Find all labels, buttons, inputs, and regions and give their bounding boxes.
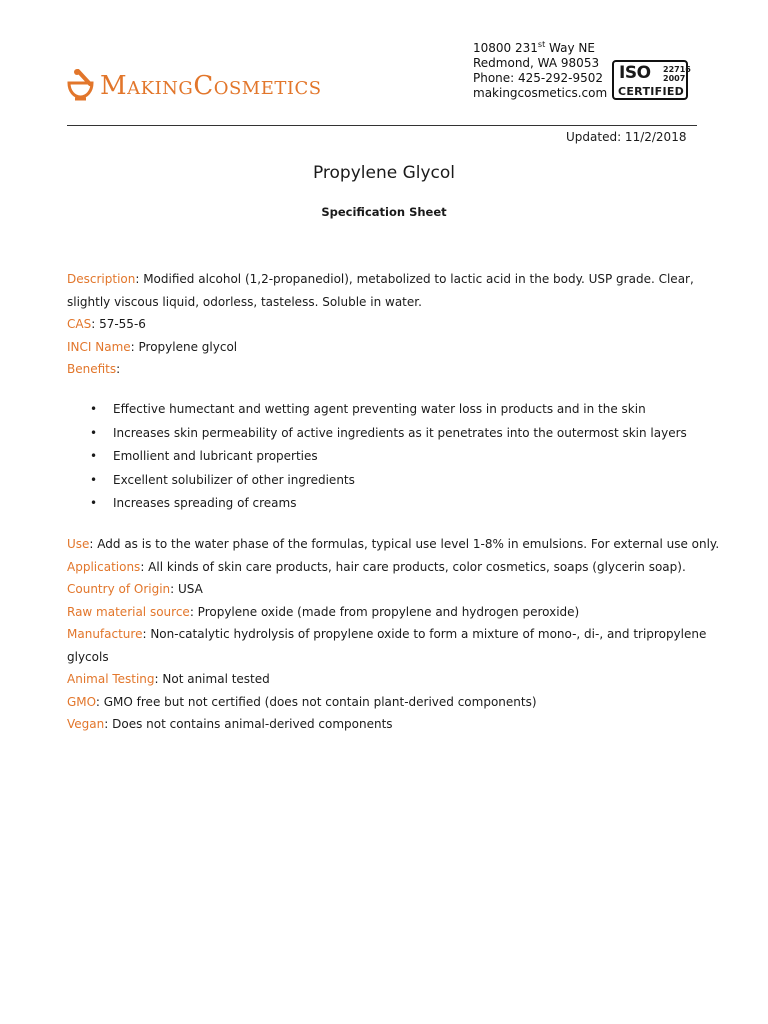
company-logo	[66, 66, 322, 106]
field-applications: Applications: All kinds of skin care products, hair care products, color cosmetics, soaps (glycerin soap).	[67, 559, 686, 574]
list-item: • Excellent solubilizer of other ingredients	[90, 469, 687, 493]
benefits-list	[90, 398, 687, 516]
iso-number: 22716 2007	[663, 65, 691, 83]
spec-fields-bottom	[67, 533, 720, 736]
list-item: • Effective humectant and wetting agent preventing water loss in products and in the skin	[90, 398, 687, 422]
field-cas: CAS: 57-55-6	[67, 317, 146, 331]
page-title: Propylene Glycol	[312, 163, 456, 183]
address-city: Redmond, WA 98053	[473, 56, 600, 70]
iso-certified-label: CERTIFIED	[618, 85, 685, 98]
field-description: Description: Modified alcohol (1,2-propanediol), metabolized to lactic acid in the body. USP grade. Clear,	[67, 272, 694, 286]
address-phone: Phone: 425-292-9502	[473, 71, 604, 85]
header-divider	[67, 125, 697, 126]
field-benefits: Benefits:	[67, 362, 121, 376]
field-manufacture: Manufacture: Non-catalytic hydrolysis of propylene oxide to form a mixture of mono-, di-, and tripropylene	[67, 627, 707, 641]
field-description-cont: slightly viscous liquid, odorless, tasteless. Soluble in water.	[67, 294, 422, 309]
updated-date: Updated: 11/2/2018	[566, 130, 687, 144]
field-vegan: Vegan: Does not contains animal-derived components	[67, 717, 393, 731]
list-item: • Increases spreading of creams	[90, 492, 687, 516]
field-use: Use: Add as is to the water phase of the formulas, typical use level 1-8% in emulsions. For external use only.	[67, 537, 720, 551]
field-animal-testing: Animal Testing: Not animal tested	[67, 672, 270, 686]
list-item: • Increases skin permeability of active ingredients as it penetrates into the outermost skin layers	[90, 422, 687, 446]
mortar-and-pestle-icon	[66, 69, 98, 103]
address-web: makingcosmetics.com	[473, 86, 608, 100]
field-raw-material-source: Raw material source: Propylene oxide (made from propylene and hydrogen peroxide)	[67, 604, 580, 619]
company-address	[473, 41, 607, 101]
iso-certified-badge	[612, 60, 691, 100]
logo-wordmark: MAKINGCOSMETICS	[100, 71, 322, 101]
address-street: 10800 231st Way NE	[473, 40, 595, 55]
page-subtitle: Specification Sheet	[321, 205, 447, 219]
field-gmo: GMO: GMO free but not certified (does not contain plant-derived components)	[67, 694, 537, 709]
field-inci: INCI Name: Propylene glycol	[67, 339, 238, 354]
field-country-of-origin: Country of Origin: USA	[67, 582, 203, 596]
iso-word: ISO	[619, 63, 651, 83]
spec-fields-top	[67, 268, 697, 381]
field-manufacture-cont: glycols	[67, 649, 109, 664]
list-item: • Emollient and lubricant properties	[90, 445, 687, 469]
